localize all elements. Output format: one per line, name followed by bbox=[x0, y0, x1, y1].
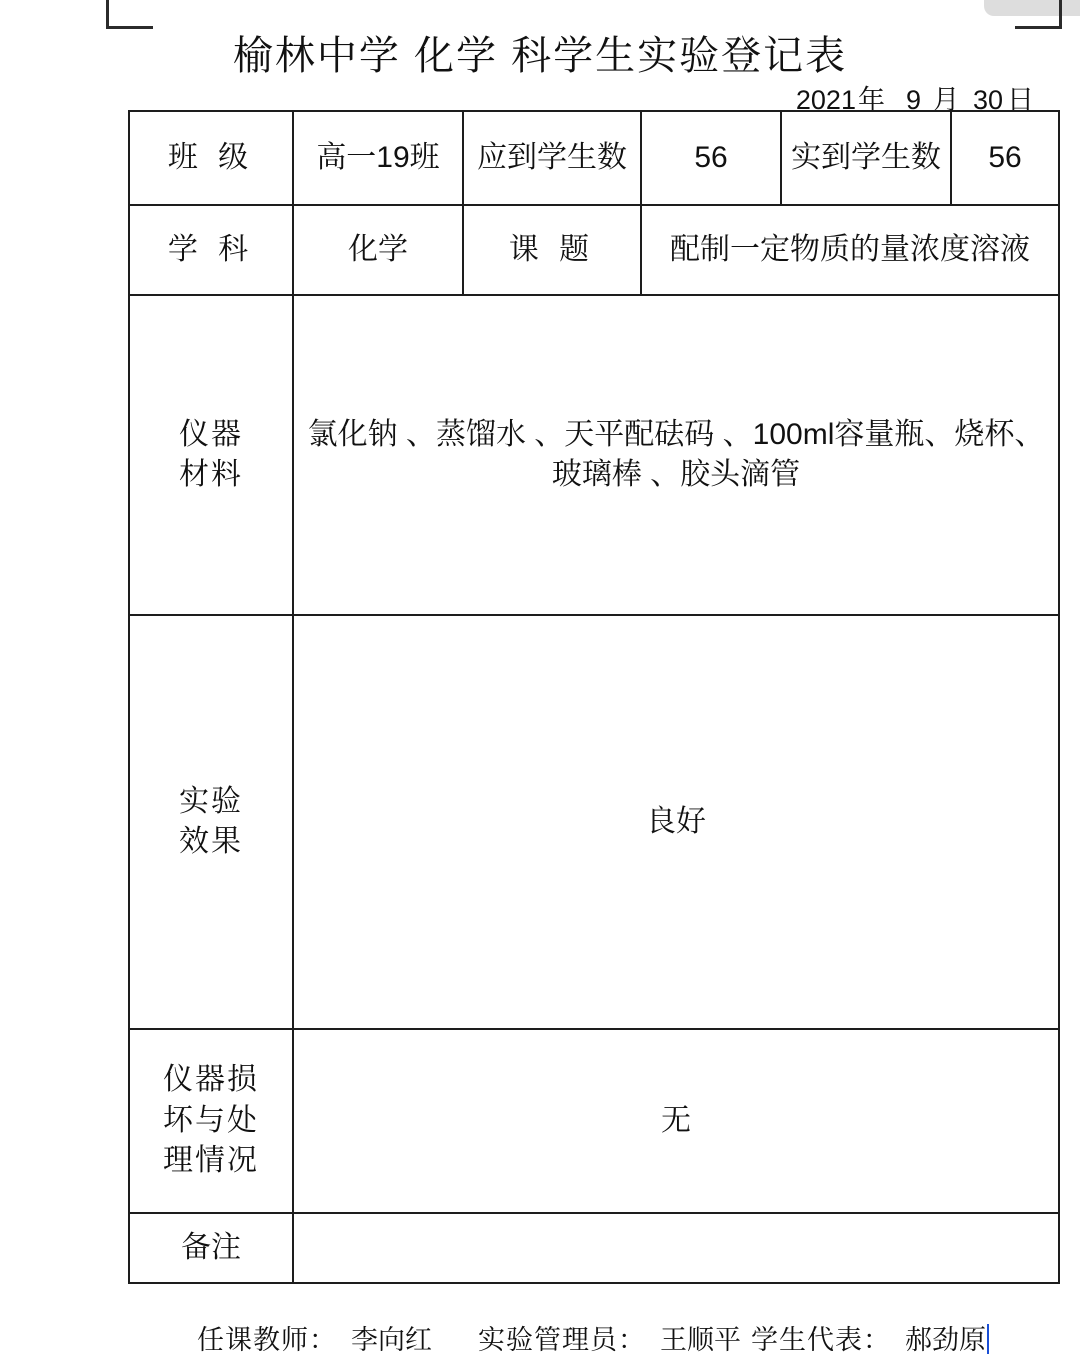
cell-value-expected-students: 56 bbox=[641, 111, 781, 205]
page-title: 榆林中学 化学 科学生实验登记表 bbox=[232, 34, 848, 78]
effect-label-line2: 效果 bbox=[179, 825, 243, 858]
cell-label-topic: 课 题 bbox=[463, 205, 641, 295]
teacher-signature bbox=[197, 1318, 432, 1357]
signature-footer bbox=[128, 1318, 1058, 1357]
damage-label-line3: 理情况 bbox=[163, 1144, 259, 1178]
cell-value-materials: 氯化钠 、蒸馏水 、天平配砝码 、100ml容量瓶、烧杯、玻璃棒 、胶头滴管 bbox=[293, 295, 1059, 615]
table-row bbox=[129, 111, 1059, 205]
table-row bbox=[129, 205, 1059, 295]
table-row bbox=[129, 1213, 1059, 1283]
table-row bbox=[129, 295, 1059, 615]
cell-value-damage: 无 bbox=[293, 1029, 1059, 1213]
cell-label-effect bbox=[129, 615, 293, 1029]
cell-value-effect: 良好 bbox=[293, 615, 1059, 1029]
materials-label-line1: 仪器 bbox=[179, 417, 243, 451]
student-representative-signature bbox=[751, 1318, 989, 1357]
cell-value-remark bbox=[293, 1213, 1059, 1283]
experiment-registration-table bbox=[128, 110, 1060, 1284]
damage-label-line2: 坏与处 bbox=[163, 1103, 259, 1137]
cell-value-topic: 配制一定物质的量浓度溶液 bbox=[641, 205, 1059, 295]
cell-label-actual-students: 实到学生数 bbox=[781, 111, 951, 205]
lab-manager-label: 实验管理员： bbox=[478, 1325, 646, 1355]
text-cursor bbox=[987, 1324, 989, 1354]
lab-manager-signature bbox=[478, 1318, 741, 1357]
lab-manager-name: 王顺平 bbox=[660, 1325, 741, 1355]
student-representative-label: 学生代表： bbox=[751, 1325, 891, 1355]
cell-value-class: 高一19班 bbox=[293, 111, 463, 205]
cell-label-remark: 备注 bbox=[129, 1213, 293, 1283]
table-row bbox=[129, 1029, 1059, 1213]
table-row bbox=[129, 615, 1059, 1029]
date-month: 9 bbox=[905, 85, 921, 115]
student-representative-name: 郝劲原 bbox=[905, 1325, 986, 1355]
cell-label-damage bbox=[129, 1029, 293, 1213]
cell-label-subject: 学 科 bbox=[129, 205, 293, 295]
cell-label-materials bbox=[129, 295, 293, 615]
date-month-unit: 月 bbox=[932, 85, 960, 115]
cell-label-class: 班 级 bbox=[129, 111, 293, 205]
cell-label-expected-students: 应到学生数 bbox=[463, 111, 641, 205]
date-day: 30 bbox=[972, 85, 1004, 115]
date-year: 2021 bbox=[795, 85, 856, 115]
cell-value-actual-students: 56 bbox=[951, 111, 1059, 205]
cell-value-subject: 化学 bbox=[293, 205, 463, 295]
materials-label-line2: 材料 bbox=[179, 458, 243, 491]
date-year-unit: 年 bbox=[857, 85, 885, 115]
damage-label-line1: 仪器损 bbox=[163, 1063, 259, 1097]
effect-label-line1: 实验 bbox=[179, 784, 243, 818]
date-day-unit: 日 bbox=[1007, 85, 1034, 115]
teacher-label: 任课教师： bbox=[197, 1325, 337, 1355]
teacher-name: 李向红 bbox=[351, 1325, 432, 1355]
